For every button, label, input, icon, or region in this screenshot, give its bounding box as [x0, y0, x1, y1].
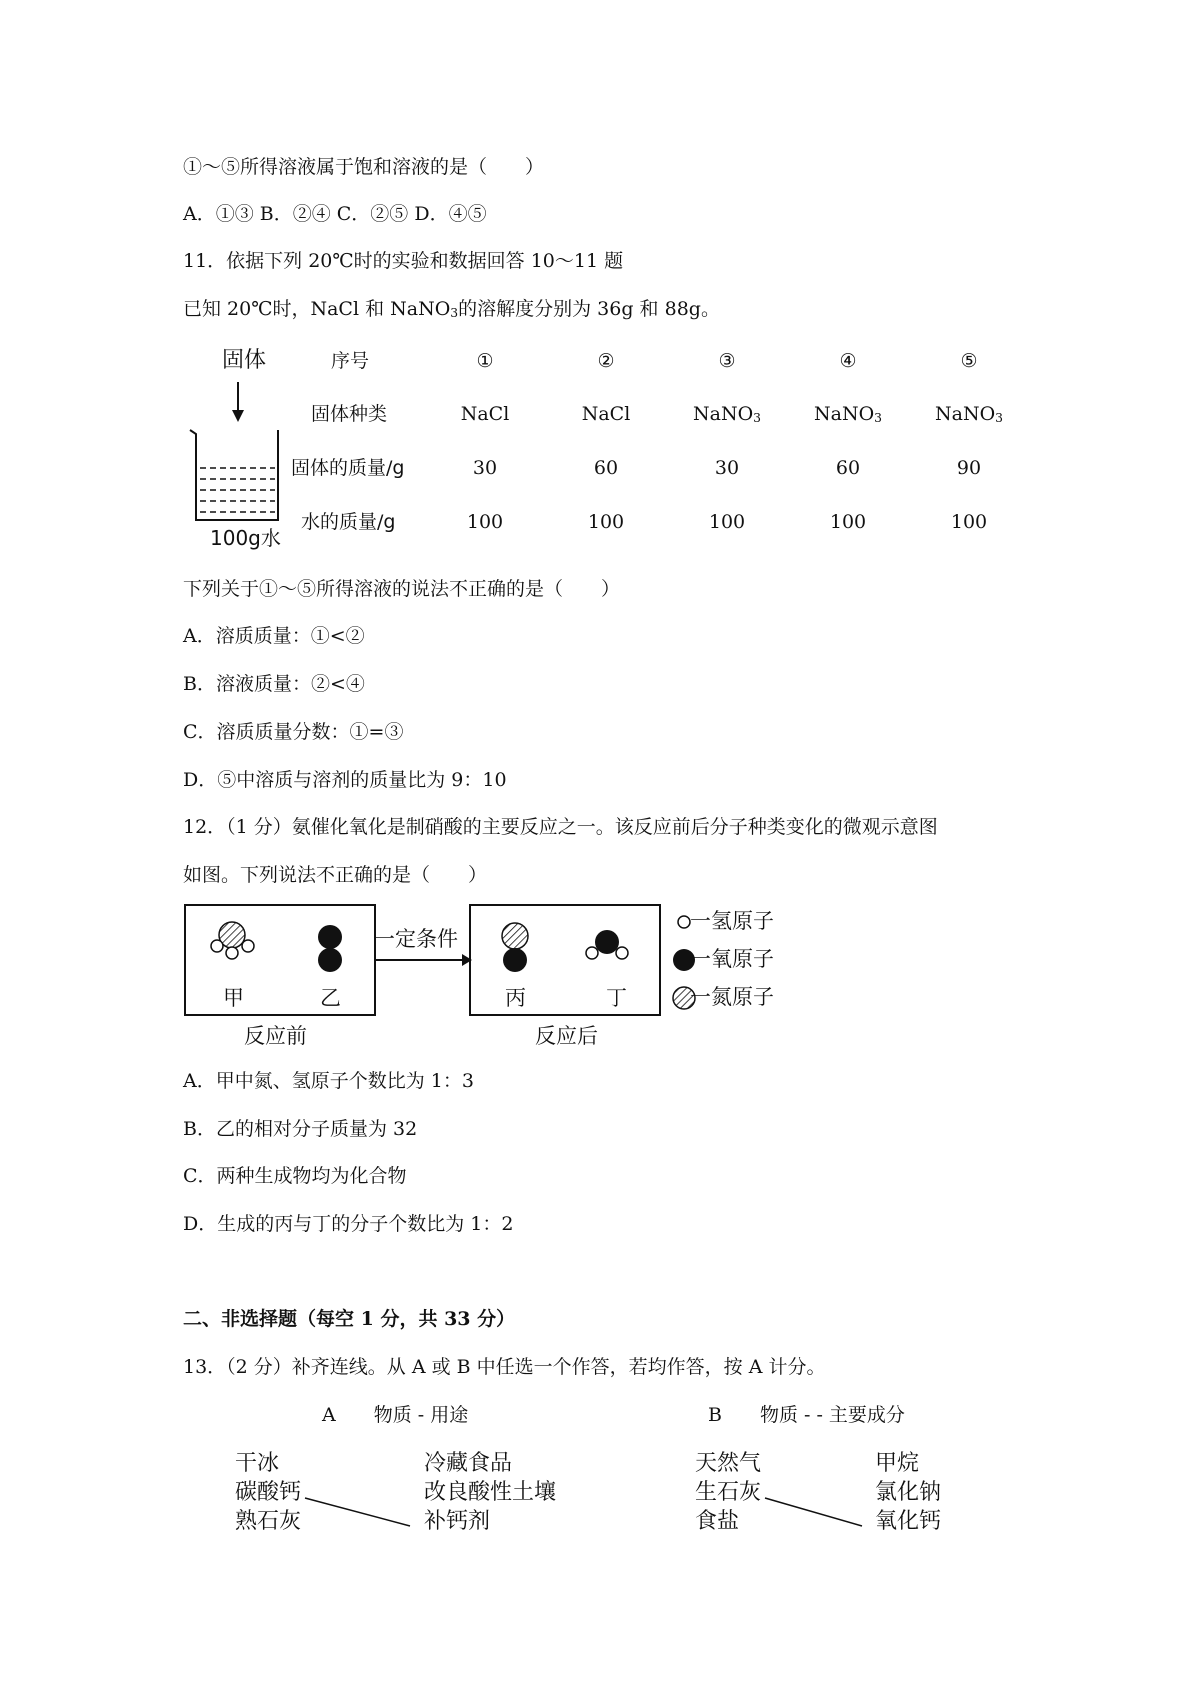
b-left-item: 生石灰 — [695, 1480, 762, 1505]
arrow-condition-label: 一定条件 — [374, 927, 458, 951]
table-cell-water-mass: 100 — [466, 511, 504, 533]
row-header-index: 序号 — [331, 350, 370, 372]
q11-option-c: C．溶质质量分数：①=③ — [183, 721, 404, 743]
q11-known-sub: 3 — [450, 305, 459, 320]
table-cell-solid-mass: 60 — [593, 457, 619, 479]
table-cell-water-mass: 100 — [829, 511, 867, 533]
legend-oxygen: 一氧原子 — [690, 947, 774, 971]
section2-heading: 二、非选择题（每空 1 分，共 33 分） — [183, 1308, 516, 1330]
b-right-item: 甲烷 — [875, 1451, 920, 1476]
table-cell-solid-mass: 30 — [472, 457, 498, 479]
table-cell-id: ⑤ — [960, 350, 978, 372]
q12-stem-line2: 如图。下列说法不正确的是（ ） — [183, 864, 488, 886]
beaker-bottom-label: 100g水 — [210, 526, 281, 550]
table-cell-type — [693, 405, 761, 424]
q12-option-c: C．两种生成物均为化合物 — [183, 1165, 407, 1187]
molecule-yi-label: 乙 — [320, 986, 341, 1010]
a-left-item: 干冰 — [235, 1451, 280, 1476]
table-cell-type-main: NaNO — [934, 403, 996, 425]
q12-stem-line1: 12．（1 分）氨催化氧化是制硝酸的主要反应之一。该反应前后分子种类变化的微观示意图 — [183, 816, 938, 838]
table-cell-water-mass: 100 — [708, 511, 746, 533]
table-cell-solid-mass: 60 — [835, 457, 861, 479]
after-caption: 反应后 — [535, 1024, 598, 1048]
table-cell-id: ① — [476, 350, 494, 372]
b-left-item: 食盐 — [695, 1509, 740, 1534]
table-cell-type — [582, 405, 631, 424]
table-cell-type — [461, 405, 510, 424]
row-header-solid-mass: 固体的质量/g — [291, 457, 405, 479]
q13-stem: 13．（2 分）补齐连线。从 A 或 B 中任选一个作答，若均作答，按 A 计分。 — [183, 1356, 826, 1378]
q12-option-d: D．生成的丙与丁的分子个数比为 1：2 — [183, 1213, 514, 1235]
before-caption: 反应前 — [244, 1024, 307, 1048]
table-cell-solid-mass: 90 — [956, 457, 982, 479]
table-cell-solid-mass: 30 — [714, 457, 740, 479]
q11-option-d: D．⑤中溶质与溶剂的质量比为 9：10 — [183, 769, 507, 791]
b-right-item: 氧化钙 — [875, 1509, 942, 1534]
a-right-item: 改良酸性土壤 — [424, 1480, 557, 1505]
legend-nitrogen: 一氮原子 — [690, 985, 774, 1009]
beaker-top-label: 固体 — [222, 348, 267, 373]
a-left-item: 熟石灰 — [235, 1509, 302, 1534]
molecule-bing-label: 丙 — [505, 986, 526, 1010]
beaker-figure — [180, 378, 290, 528]
a-match-line — [305, 1498, 410, 1526]
b-right-item: 氯化钠 — [875, 1480, 942, 1505]
table-cell-type — [814, 405, 882, 424]
molecule-jia-label: 甲 — [223, 986, 244, 1010]
table-cell-type-main: NaCl — [460, 403, 510, 425]
q13-a-header: A 物质 - 用途 — [322, 1404, 469, 1426]
table-cell-water-mass: 100 — [587, 511, 625, 533]
q12-option-a: A．甲中氮、氢原子个数比为 1：3 — [183, 1070, 474, 1092]
a-right-item: 冷藏食品 — [424, 1451, 513, 1476]
b-left-item: 天然气 — [695, 1451, 762, 1476]
q11-known-suffix: 的溶解度分别为 36g 和 88g。 — [458, 298, 720, 320]
table-cell-type-main: NaNO — [692, 403, 754, 425]
q10-options: A．①③ B．②④ C．②⑤ D．④⑤ — [183, 203, 487, 225]
table-cell-water-mass: 100 — [950, 511, 988, 533]
table-cell-type-sub: 3 — [874, 410, 883, 425]
q10-question: ①～⑤所得溶液属于饱和溶液的是（ ） — [183, 156, 545, 178]
table-cell-id: ④ — [839, 350, 857, 372]
q11-known — [183, 300, 720, 319]
q11-stem: 11．依据下列 20℃时的实验和数据回答 10～11 题 — [183, 250, 624, 272]
legend-hydrogen: 一氢原子 — [690, 909, 774, 933]
q11-question: 下列关于①～⑤所得溶液的说法不正确的是（ ） — [183, 578, 621, 600]
row-header-type: 固体种类 — [311, 403, 388, 425]
table-cell-type-main: NaNO — [813, 403, 875, 425]
table-cell-id: ③ — [718, 350, 736, 372]
molecule-ding-label: 丁 — [606, 986, 627, 1010]
table-cell-type-sub: 3 — [995, 410, 1004, 425]
q13-b-header: B 物质 - - 主要成分 — [708, 1404, 905, 1426]
table-cell-type-sub: 3 — [753, 410, 762, 425]
q11-option-b: B．溶液质量：②<④ — [183, 673, 365, 695]
q11-option-a: A．溶质质量：①<② — [183, 625, 365, 647]
a-right-item: 补钙剂 — [424, 1509, 491, 1534]
table-cell-id: ② — [597, 350, 615, 372]
table-cell-type — [935, 405, 1003, 424]
q12-option-b: B．乙的相对分子质量为 32 — [183, 1118, 418, 1140]
q11-known-prefix: 已知 20℃时，NaCl 和 NaNO — [183, 298, 451, 320]
a-left-item: 碳酸钙 — [235, 1480, 302, 1505]
b-match-line — [765, 1498, 862, 1526]
table-cell-type-main: NaCl — [581, 403, 631, 425]
row-header-water-mass: 水的质量/g — [301, 511, 396, 533]
